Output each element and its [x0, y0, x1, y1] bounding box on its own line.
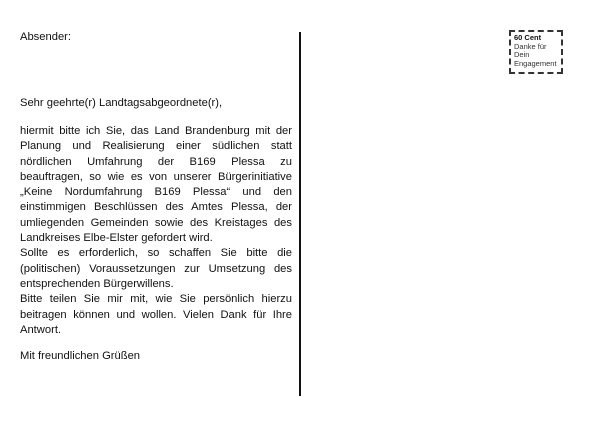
stamp-thanks: Danke für Dein Engagement: [514, 41, 557, 68]
stamp-box: [509, 30, 563, 74]
message-body: [20, 124, 292, 338]
message-paragraph: Bitte teilen Sie mir mit, wie Sie persönlich hierzu beitragen können und wollen. Vielen Dank für Ihre Antwort.: [20, 293, 292, 336]
salutation: Sehr geehrte(r) Landtagsabgeordnete(r),: [20, 97, 223, 109]
message-paragraph: hiermit bitte ich Sie, das Land Brandenburg mit der Planung und Realisierung einer südlichen statt nördlichen Umfahrung der B169 Plessa zu beauftragen, so wie es von unserer Bürgerinitiative „Keine Nordumfahrung B169 Plessa“ und den einstimmigen Beschlüssen des Amtes Plessa, der umliegenden Gemeinden sowie des Kreistages des Landkreises Elbe-Elster gefordert wird.: [20, 125, 292, 245]
sender-label: Absender:: [20, 31, 71, 43]
message-area: [20, 30, 292, 362]
closing: Mit freundlichen Grüßen: [20, 350, 141, 362]
center-divider: [299, 32, 301, 396]
message-paragraph: Sollte es erforderlich, so schaffen Sie bitte die (politischen) Voraussetzungen zur Umsetzung des entsprechenden Bürgerwillens.: [20, 247, 292, 290]
stamp-price: 60 Cent: [514, 33, 542, 42]
